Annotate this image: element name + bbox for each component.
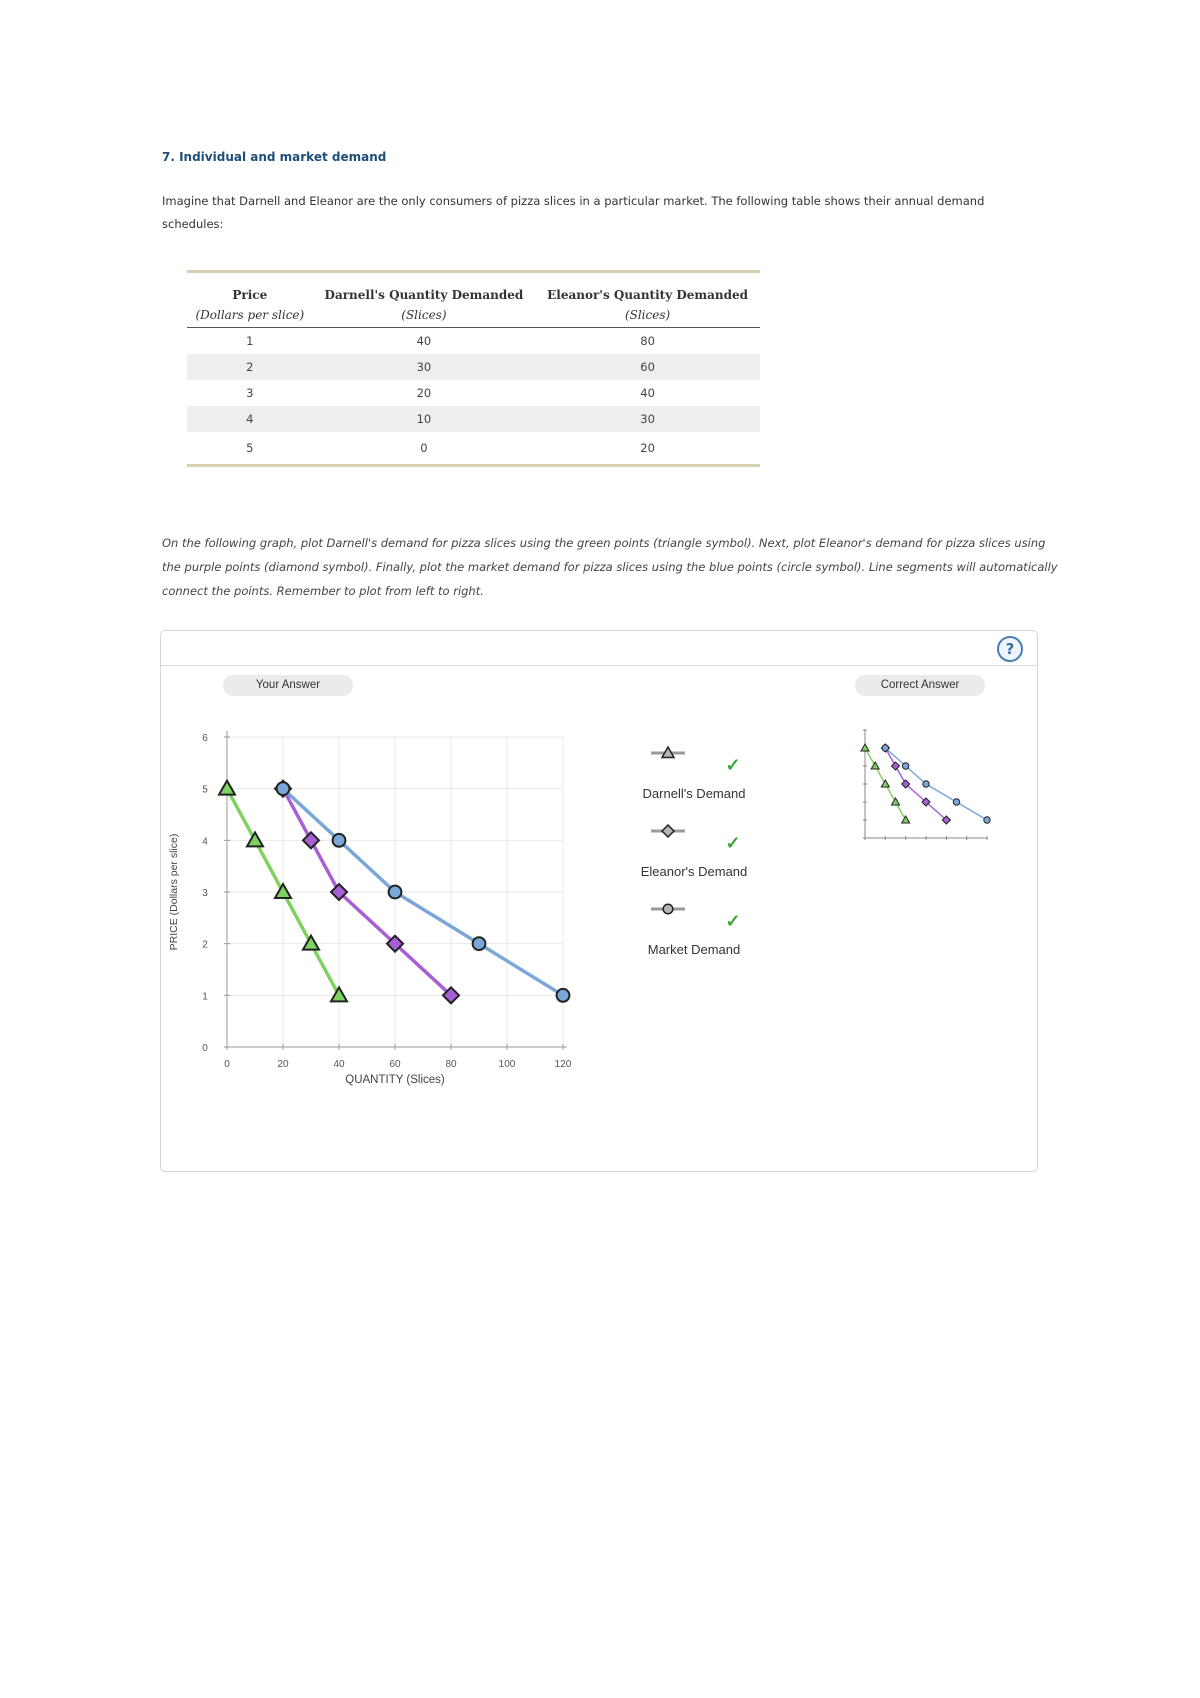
legend-label-market: Market Demand [647,942,741,957]
thumb-market-line [885,748,987,820]
thumb-darnell-point [861,744,869,751]
y-tick-label: 6 [202,733,208,744]
thumb-darnell-point [871,762,879,769]
table-cell: 40 [640,386,655,400]
check-icon: ✓ [725,833,741,853]
darnell-point [331,987,347,1001]
market-point [473,937,486,950]
table-cell: 2 [187,354,313,380]
y-tick-label: 2 [202,939,208,951]
table-cell: 10 [313,406,535,432]
table-cell: 60 [535,354,760,380]
table-cell: 0 [420,441,428,455]
thumb-darnell-point [881,780,889,787]
thumb-market-point [953,799,959,805]
graph-panel [160,630,1038,1172]
y-axis-label: PRICE (Dollars per slice) [168,833,180,951]
table-cell: 30 [313,354,535,380]
column-header-darnell: Darnell's Quantity Demanded [324,288,524,302]
column-subheader-price: (Dollars per slice) [187,305,313,328]
table-cell: 1 [246,334,254,348]
correct-answer-tab[interactable]: Correct Answer [855,675,985,696]
column-subheader-darnell: (Slices) [313,305,535,328]
darnell-point [219,781,235,795]
table-row [187,406,760,432]
darnell-point [303,936,319,950]
column-header-eleanor: Eleanor's Quantity Demanded [547,288,749,302]
x-tick-label: 60 [389,1059,401,1070]
correct-answer-thumbnail [851,726,1001,876]
table-cell: 5 [246,441,254,455]
question-intro: Imagine that Darnell and Eleanor are the only consumers of pizza slices in a particular market. The following table shows their annual demand schedules: [162,194,985,231]
thumb-darnell-point [892,798,900,805]
graph-panel-header [161,631,1037,666]
table-cell: 40 [416,334,432,348]
column-header-price: Price [232,288,268,302]
thumb-eleanor-line [885,748,946,820]
x-axis-label: QUANTITY (Slices) [345,1074,445,1086]
question-title: 7. Individual and market demand [162,150,387,164]
table-cell: 3 [246,386,254,400]
legend-label-darnell: Darnell's Demand [642,786,746,801]
x-tick-label: 80 [445,1059,457,1070]
diamond-icon [662,825,674,837]
x-tick-label: 120 [554,1059,572,1070]
y-tick-label: 5 [202,784,208,796]
thumb-market-point [882,745,888,751]
market-point [389,886,402,899]
market-point [557,989,570,1002]
thumb-market-point [902,763,908,769]
table-cell: 80 [640,334,655,348]
table-subheader-row [187,305,760,328]
column-subheader-eleanor: (Slices) [535,305,760,328]
y-tick-label: 0 [202,1043,208,1054]
x-tick-label: 40 [333,1059,345,1070]
table-row [187,354,760,380]
your-answer-tab[interactable]: Your Answer [223,675,353,696]
demand-graph[interactable] [161,701,581,1141]
x-tick-label: 20 [277,1059,289,1070]
thumb-market-point [923,781,929,787]
legend-label-eleanor: Eleanor's Demand [640,864,748,879]
help-icon[interactable]: ? [997,636,1023,662]
market-point [277,782,290,795]
darnell-point [275,884,291,898]
check-icon: ✓ [725,755,741,775]
y-tick-label: 4 [202,836,208,848]
y-tick-label: 1 [202,991,208,1003]
thumb-eleanor-point [892,762,900,770]
table-cell: 4 [187,406,313,432]
x-tick-label: 100 [498,1059,516,1070]
thumb-darnell-point [902,816,910,823]
table-row [187,328,760,355]
circle-icon [663,904,673,914]
table-cell: 20 [640,441,655,455]
market-point [333,834,346,847]
check-icon: ✓ [725,911,741,931]
table-cell: 30 [535,406,760,432]
y-tick-label: 3 [202,888,208,899]
graph-instructions: On the following graph, plot Darnell's demand for pizza slices using the green points (triangle symbol). Next, plot Eleanor's demand for pizza slices using the purple points (diamond symbol). Finally, plot the market demand for pizza slices using the blue points (circle symbol). Line segments will automatically connect the points. Remember to plot from left to right. [162,536,1058,598]
eleanor-point [303,832,319,848]
darnell-point [247,832,263,846]
table-cell: 20 [416,386,432,400]
demand-schedule-table [187,270,760,467]
thumb-market-point [984,817,990,823]
table-header-row [187,272,760,306]
table-row [187,432,760,466]
table-row [187,380,760,406]
x-tick-label: 0 [224,1059,230,1070]
